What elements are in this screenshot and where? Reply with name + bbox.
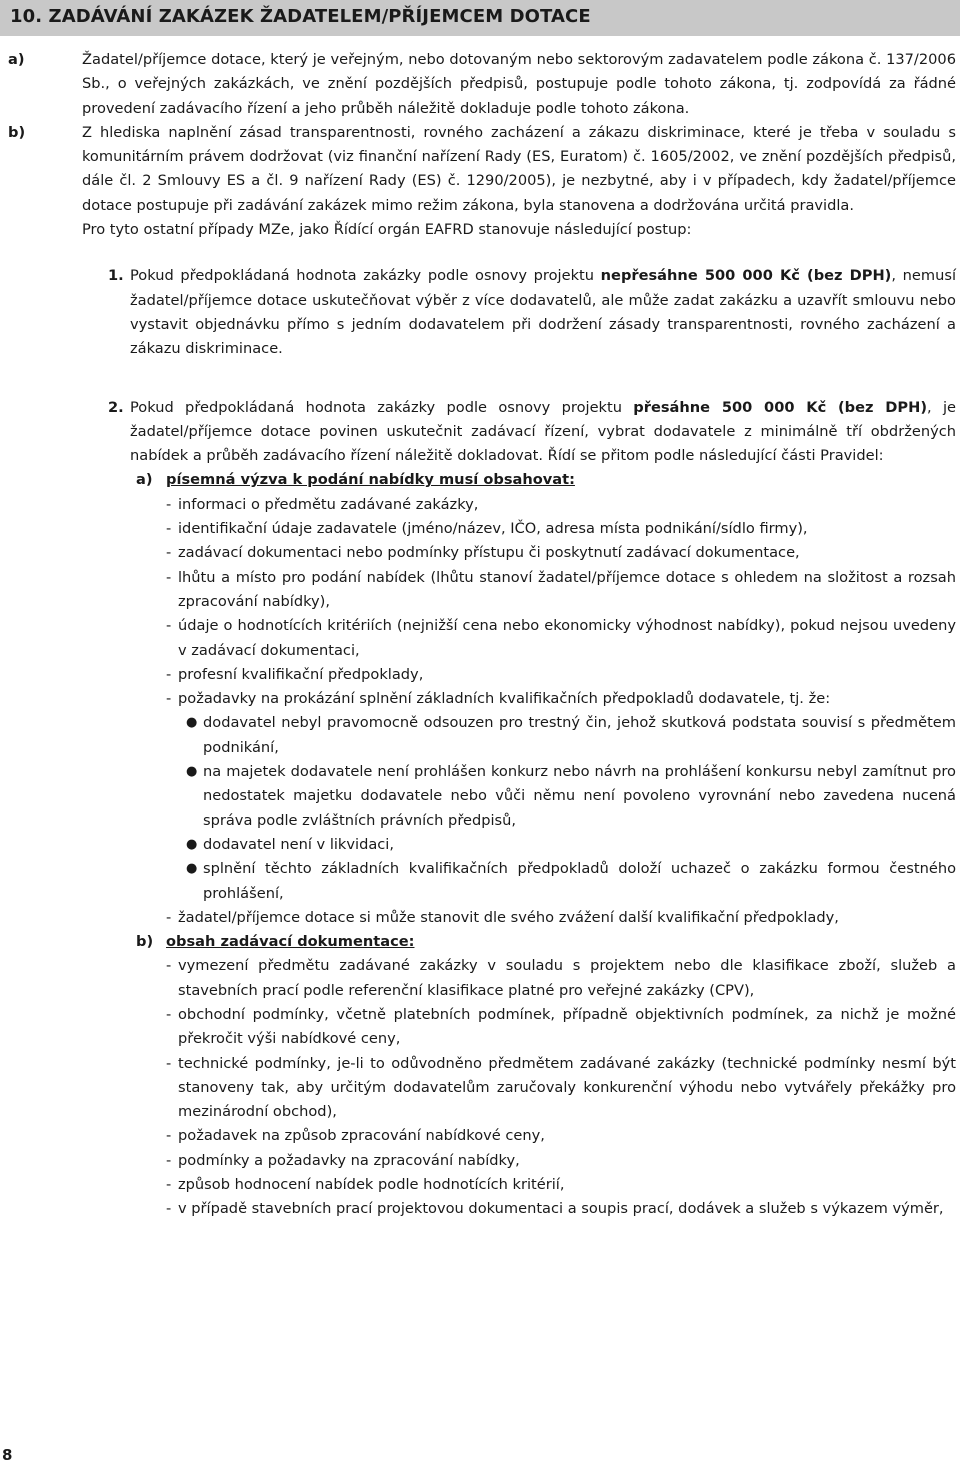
bullet-item-text: dodavatel nebyl pravomocně odsouzen pro trestný čin, jehož skutková podstata souvisí s předmětem podnikání, bbox=[203, 714, 956, 756]
bullet-icon: ● bbox=[186, 764, 198, 780]
document-body bbox=[0, 48, 960, 1222]
dash-item-text: požadavek na způsob zpracování nabídkové ceny, bbox=[178, 1127, 545, 1145]
subsection-a-label: písemná výzva k podání nabídky musí obsahovat: bbox=[166, 471, 575, 489]
numbered-item-1 bbox=[0, 264, 960, 361]
dash-item-text: podmínky a požadavky na zpracování nabídky, bbox=[178, 1151, 520, 1169]
bullet-item bbox=[0, 833, 960, 857]
dash-item: - požadavky na prokázání splnění základních kvalifikačních předpokladů dodavatele, tj. že: bbox=[166, 690, 831, 708]
subsection-a-heading bbox=[0, 468, 960, 492]
dash-item-text: profesní kvalifikační předpoklady, bbox=[178, 665, 424, 683]
dash-item: - vymezení předmětu zadávané zakázky v souladu s projektem nebo dle klasifikace zboží, služeb a stavebních prací podle referenční klasifikace platné pro veřejné zakázky (CPV), bbox=[166, 957, 956, 999]
dash-item: - obchodní podmínky, včetně platebních podmínek, případně objektivních podmínek, za nichž je možné překročit výši nabídkové ceny, bbox=[166, 1005, 956, 1048]
dash-item-text: obchodní podmínky, včetně platebních podmínek, případně objektivních podmínek, za nichž je možné překročit výši nabídkové ceny, bbox=[178, 1005, 956, 1048]
paragraph-b-procedure-text: Pro tyto ostatní případy MZe, jako Řídící orgán EAFRD stanovuje následující postup: bbox=[82, 221, 692, 239]
paragraph-b bbox=[0, 121, 960, 218]
paragraph-marker-a: a) bbox=[8, 51, 25, 68]
dash-item: - žadatel/příjemce dotace si může stanovit dle svého zvážení další kvalifikační předpoklady, bbox=[166, 908, 839, 926]
dash-item: - technické podmínky, je-li to odůvodněno předmětem zadávané zakázky (technické podmínky nesmí být stanoveny tak, aby určitým dodavatelům zaručovaly konkurenční výhodu nebo vytvářely překážky pro mezinárodní obchod), bbox=[166, 1054, 956, 1121]
numbered-item-2-pre: Pokud předpokládaná hodnota zakázky podle osnovy projektu bbox=[130, 398, 634, 416]
dash-item: - požadavek na způsob zpracování nabídkové ceny, bbox=[166, 1127, 545, 1145]
dash-item: - způsob hodnocení nabídek podle hodnotících kritérií, bbox=[166, 1176, 565, 1194]
dash-item-text: požadavky na prokázání splnění základních kvalifikačních předpokladů dodavatele, tj. že: bbox=[178, 690, 831, 708]
subsection-a-marker: a) bbox=[136, 471, 153, 489]
numbered-item-2-marker: 2. bbox=[108, 398, 124, 416]
subsection-b-heading bbox=[0, 930, 960, 954]
bullet-item bbox=[0, 711, 960, 760]
dash-item-text: údaje o hodnotících kritériích (nejnižší cena nebo ekonomicky výhodnost nabídky), pokud nejsou uvedeny v zadávací dokumentaci, bbox=[178, 617, 956, 659]
section-title: 10. ZADÁVÁNÍ ZAKÁZEK ŽADATELEM/PŘÍJEMCEM DOTACE bbox=[10, 6, 591, 27]
dash-item: - podmínky a požadavky na zpracování nabídky, bbox=[166, 1151, 520, 1169]
dash-item: - profesní kvalifikační předpoklady, bbox=[166, 665, 424, 683]
dash-item-text: informaci o předmětu zadávané zakázky, bbox=[178, 495, 479, 513]
numbered-item-2 bbox=[0, 396, 960, 469]
bullet-item bbox=[0, 857, 960, 906]
paragraph-b-procedure bbox=[0, 218, 960, 242]
section-header-bar bbox=[0, 0, 960, 36]
bullet-item-text: splnění těchto základních kvalifikačních předpokladů doloží uchazeč o zakázku formou čestného prohlášení, bbox=[203, 860, 956, 902]
dash-item-text: technické podmínky, je-li to odůvodněno předmětem zadávané zakázky (technické podmínky nesmí být stanoveny tak, aby určitým dodavatelům zaručovaly konkurenční výhodu nebo vytvářely překážky pro mezinárodní obchod), bbox=[178, 1054, 956, 1121]
dash-item: - údaje o hodnotících kritériích (nejnižší cena nebo ekonomicky výhodnost nabídky), pokud nejsou uvedeny v zadávací dokumentaci, bbox=[166, 617, 956, 659]
subsection-b-marker: b) bbox=[136, 933, 154, 951]
bullet-item bbox=[0, 760, 960, 833]
paragraph-marker-b: b) bbox=[8, 123, 26, 141]
paragraph-a bbox=[0, 48, 960, 121]
paragraph-a-text: Žadatel/příjemce dotace, který je veřejným, nebo dotovaným nebo sektorovým zadavatelem podle zákona č. 137/2006 Sb., o veřejných zakázkách, ve znění pozdějších předpisů, postupuje podle tohoto zákona, tj. zodpovídá za řádné provedení zadávacího řízení a jeho průběh náležitě dokladuje podle tohoto zákona. bbox=[82, 51, 956, 117]
paragraph-b-text: Z hlediska naplnění zásad transparentnosti, rovného zacházení a zákazu diskriminace, které je třeba v souladu s komunitárním právem dodržovat (viz finanční nařízení Rady (ES, Euratom) č. 1605/2002, ve znění pozdějších předpisů, dále čl. 2 Smlouvy ES a čl. 9 nařízení Rady (ES) č. 1290/2005), je nezbytné, aby i v případech, kdy žadatel/příjemce dotace postupuje při zadávání zakázek mimo režim zákona, byla stanovena a dodržována určitá pravidla. bbox=[82, 123, 956, 214]
dash-item: - identifikační údaje zadavatele (jméno/název, IČO, adresa místa podnikání/sídlo firmy), bbox=[166, 520, 808, 538]
dash-item-text: zadávací dokumentaci nebo podmínky přístupu či poskytnutí zadávací dokumentace, bbox=[178, 544, 800, 562]
dash-item-text: lhůtu a místo pro podání nabídek (lhůtu stanoví žadatel/příjemce dotace s ohledem na složitost a rozsah zpracování nabídky), bbox=[178, 568, 956, 610]
bullet-icon: ● bbox=[186, 861, 198, 877]
dash-item: - zadávací dokumentaci nebo podmínky přístupu či poskytnutí zadávací dokumentace, bbox=[166, 544, 800, 562]
numbered-item-2-post: , je žadatel/příjemce dotace povinen uskutečnit zadávací řízení, vybrat dodavatele z minimálně tří obdržených nabídek a průběh zadávacího řízení náležitě dokladovat. Řídí se přitom podle následující části Pravidel: bbox=[130, 398, 956, 465]
page-number: 8 bbox=[2, 1446, 13, 1464]
dash-item: - v případě stavebních prací projektovou dokumentaci a soupis prací, dodávek a služeb s výkazem výměr, bbox=[166, 1200, 944, 1218]
bullet-item-text: na majetek dodavatele není prohlášen konkurz nebo návrh na prohlášení konkursu nebyl zamítnut pro nedostatek majetku dodavatele nebo vůči němu není povoleno vyrovnání nebo zavedena nucená správa podle zvláštních právních předpisů, bbox=[203, 763, 956, 829]
numbered-item-1-marker: 1. bbox=[108, 267, 124, 285]
dash-item-text: vymezení předmětu zadávané zakázky v souladu s projektem nebo dle klasifikace zboží, služeb a stavebních prací podle referenční klasifikace platné pro veřejné zakázky (CPV), bbox=[178, 957, 956, 999]
dash-item-text: žadatel/příjemce dotace si může stanovit dle svého zvážení další kvalifikační předpoklady, bbox=[178, 908, 839, 926]
dash-item: - informaci o předmětu zadávané zakázky, bbox=[166, 495, 479, 513]
numbered-item-1-threshold: nepřesáhne 500 000 Kč (bez DPH) bbox=[600, 267, 892, 285]
numbered-item-1-post: , nemusí žadatel/příjemce dotace uskutečňovat výběr z více dodavatelů, ale může zadat zakázku a uzavřít smlouvu nebo vystavit objednávku přímo s jedním dodavatelem při dodržení zásady transparentnosti, rovného zacházení a zákazu diskriminace. bbox=[130, 267, 956, 358]
dash-item: - lhůtu a místo pro podání nabídek (lhůtu stanoví žadatel/příjemce dotace s ohledem na složitost a rozsah zpracování nabídky), bbox=[166, 568, 956, 610]
bullet-item-text: dodavatel není v likvidaci, bbox=[203, 835, 394, 853]
bullet-icon: ● bbox=[186, 836, 198, 852]
numbered-item-2-threshold: přesáhne 500 000 Kč (bez DPH) bbox=[633, 398, 927, 416]
bullet-icon: ● bbox=[186, 715, 198, 731]
dash-item-text: v případě stavebních prací projektovou dokumentaci a soupis prací, dodávek a služeb s výkazem výměr, bbox=[178, 1200, 944, 1218]
dash-item-text: způsob hodnocení nabídek podle hodnotících kritérií, bbox=[178, 1176, 565, 1194]
subsection-b-label: obsah zadávací dokumentace: bbox=[166, 933, 415, 951]
dash-item-text: identifikační údaje zadavatele (jméno/název, IČO, adresa místa podnikání/sídlo firmy), bbox=[178, 520, 808, 538]
numbered-item-1-pre: Pokud předpokládaná hodnota zakázky podle osnovy projektu bbox=[130, 267, 601, 285]
